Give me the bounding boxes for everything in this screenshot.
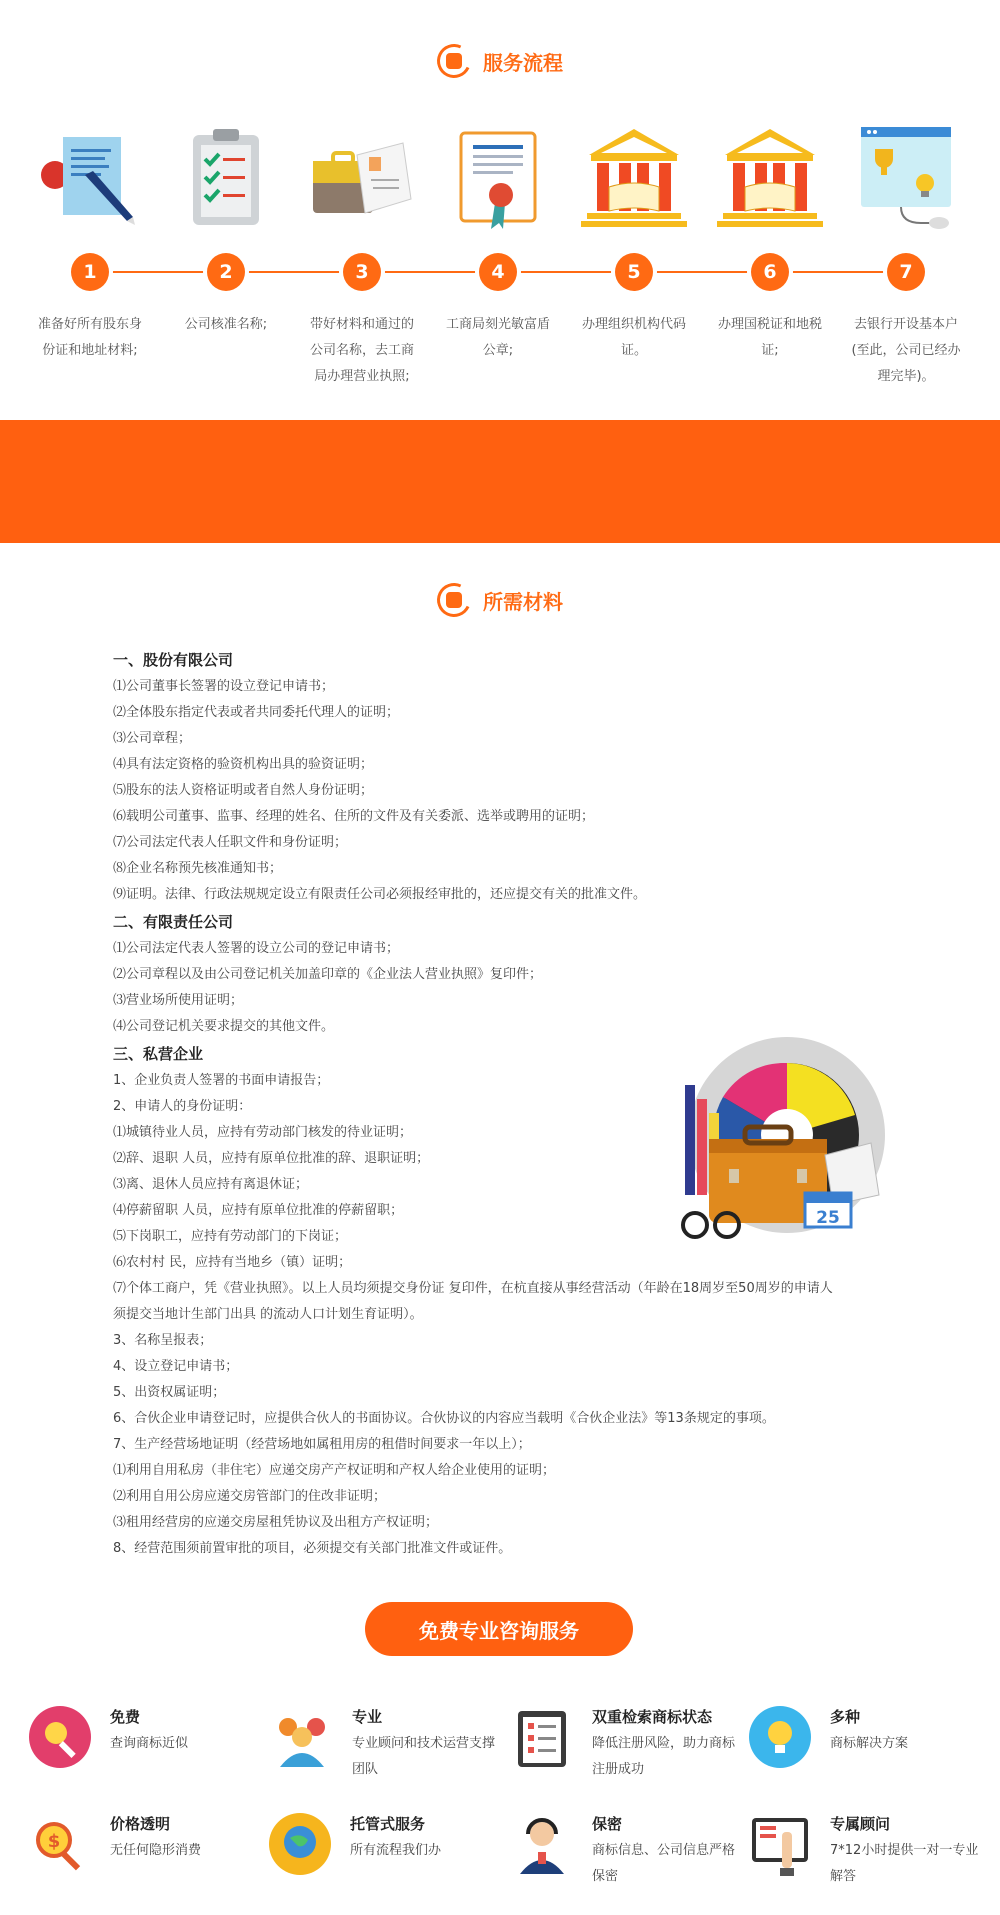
step-number: 7: [887, 253, 925, 291]
step-number: 4: [479, 253, 517, 291]
step-number: 2: [207, 253, 245, 291]
step-number: 6: [751, 253, 789, 291]
materials-item: 1、企业负责人签署的书面申请报告；: [113, 1073, 330, 1088]
step-number: 5: [615, 253, 653, 291]
step-text: 去银行开设基本户(至此，公司已经办理完毕)。: [851, 317, 961, 384]
magnifier-icon: [28, 1705, 92, 1769]
materials-item: ⑵公司章程以及由公司登记机关加盖印章的《企业法人营业执照》复印件；: [113, 967, 543, 982]
feature-desc: 商标解决方案: [830, 1736, 909, 1751]
briefcase-resume-icon: [307, 125, 417, 235]
business-illustration: [665, 1035, 905, 1245]
feature-item: [268, 1812, 498, 1892]
clipboard-checklist-icon: [171, 125, 281, 235]
feature-title: 保密: [592, 1815, 623, 1833]
feature-desc: 降低注册风险，助力商标注册成功: [592, 1736, 736, 1777]
feature-item: [510, 1812, 740, 1892]
feature-title: 多种: [830, 1708, 861, 1726]
materials-item: ⑸下岗职工，应持有劳动部门的下岗证；: [113, 1229, 348, 1244]
materials-item: ⑴公司法定代表人签署的设立公司的登记申请书；: [113, 941, 400, 956]
feature-title: 双重检索商标状态: [592, 1708, 713, 1726]
headset-agent-icon: [510, 1812, 574, 1876]
feature-desc: 7*12小时提供一对一专业解答: [830, 1843, 979, 1884]
checklist-icon: [510, 1705, 574, 1769]
materials-item: ⑷公司登记机关要求提交的其他文件。: [113, 1019, 335, 1034]
globe-icon: [268, 1812, 332, 1876]
feature-title: 专属顾问: [830, 1815, 891, 1833]
materials-item: 5、出资权属证明；: [113, 1385, 226, 1400]
institution-building-icon: [579, 125, 689, 235]
free-consult-button[interactable]: 免费专业咨询服务: [365, 1602, 633, 1656]
feature-desc: 查询商标近似: [110, 1736, 189, 1751]
materials-item: ⑵全体股东指定代表或者共同委托代理人的证明；: [113, 705, 400, 720]
feature-item: [748, 1705, 978, 1785]
materials-item: ⑴城镇待业人员，应持有劳动部门核发的待业证明；: [113, 1125, 413, 1140]
orange-banner: [0, 420, 1000, 543]
feature-title: 专业: [352, 1708, 383, 1726]
step-text: 办理国税证和地税证;: [717, 317, 822, 358]
gear-icon: [432, 39, 476, 83]
materials-item: ⑸股东的法人资格证明或者自然人身份证明；: [113, 783, 374, 798]
materials-item: ⑶营业场所使用证明；: [113, 993, 244, 1008]
step-icons-row: [0, 125, 1000, 235]
materials-item: 4、设立登记申请书；: [113, 1359, 239, 1374]
materials-heading: 二、有限责任公司: [113, 913, 234, 931]
tablet-hand-icon: [748, 1812, 812, 1876]
materials-header: [0, 583, 1000, 617]
materials-item: 8、经营范围须前置审批的项目，必须提交有关部门批准文件或证件。: [113, 1541, 512, 1556]
materials-item: ⑶离、退休人员应持有离退休证；: [113, 1177, 309, 1192]
feature-item: [28, 1812, 258, 1892]
materials-item: ⑶租用经营房的应递交房屋租凭协议及出租方产权证明；: [113, 1515, 439, 1530]
institution-building-icon-2: [715, 125, 825, 235]
certificate-seal-icon: [443, 125, 553, 235]
materials-item: ⑺个体工商户，凭《营业执照》。以上人员均须提交身份证 复印件，在杭直接从事经营活动（年龄在18周岁至50周岁的申请人须提交当地计生部门出具 的流动人口计划生育证明）。: [113, 1281, 833, 1322]
team-people-icon: [270, 1705, 334, 1769]
feature-desc: 专业顾问和技术运营支撑团队: [352, 1736, 496, 1777]
price-magnifier-icon: [28, 1812, 92, 1876]
lightbulb-icon: [748, 1705, 812, 1769]
materials-title: 所需材料: [483, 589, 563, 614]
document-pen-icon: [35, 125, 145, 235]
feature-title: 免费: [110, 1708, 141, 1726]
materials-item: ⑻企业名称预先核准通知书；: [113, 861, 283, 876]
step-text: 准备好所有股东身份证和地址材料;: [37, 317, 142, 358]
process-title: 服务流程: [483, 50, 563, 75]
feature-title: 价格透明: [110, 1815, 171, 1833]
feature-desc: 所有流程我们办: [350, 1843, 442, 1858]
feature-item: [748, 1812, 978, 1892]
materials-item: 6、合伙企业申请登记时，应提供合伙人的书面协议。合伙协议的内容应当载明《合伙企业法》等13条规定的事项。: [113, 1411, 775, 1426]
materials-item: ⑵辞、退职 人员，应持有原单位批准的辞、退职证明；: [113, 1151, 430, 1166]
process-header: [0, 44, 1000, 78]
feature-item: [270, 1705, 500, 1785]
feature-desc: 商标信息、公司信息严格保密: [592, 1843, 736, 1884]
materials-item: ⑺公司法定代表人任职文件和身份证明；: [113, 835, 348, 850]
materials-item: 3、名称呈报表；: [113, 1333, 213, 1348]
materials-item: 7、生产经营场地证明（经营场地如属租用房的租借时间要求一年以上）；: [113, 1437, 531, 1452]
step-text: 公司核准名称;: [184, 317, 268, 332]
feature-desc: 无任何隐形消费: [110, 1843, 202, 1858]
step-text: 带好材料和通过的公司名称，去工商局办理营业执照;: [309, 317, 414, 384]
materials-heading: 一、股份有限公司: [113, 651, 234, 669]
feature-item: [510, 1705, 740, 1785]
calendar-day: 25: [816, 1208, 840, 1228]
materials-heading: 三、私营企业: [113, 1045, 204, 1063]
svg-text:$: $: [47, 1831, 61, 1852]
step-text: 办理组织机构代码证。: [581, 317, 686, 358]
materials-item: ⑹农村村 民，应持有当地乡（镇）证明；: [113, 1255, 352, 1270]
materials-item: ⑹载明公司董事、监事、经理的姓名、住所的文件及有关委派、选举或聘用的证明；: [113, 809, 595, 824]
materials-item: 2、申请人的身份证明：: [113, 1099, 252, 1114]
feature-title: 托管式服务: [350, 1815, 426, 1833]
materials-item: ⑷具有法定资格的验资机构出具的验资证明；: [113, 757, 374, 772]
materials-item: ⑶公司章程；: [113, 731, 192, 746]
step-number: 1: [71, 253, 109, 291]
materials-item: ⑵利用自用公房应递交房管部门的住改非证明；: [113, 1489, 387, 1504]
materials-item: ⑼证明。法律、行政法规规定设立有限责任公司必须报经审批的，还应提交有关的批准文件。: [113, 887, 647, 902]
computer-screen-trophy-icon: [851, 125, 961, 235]
materials-item: ⑴利用自用私房（非住宅）应递交房产产权证明和产权人给企业使用的证明；: [113, 1463, 556, 1478]
briefcase-icon: [432, 578, 476, 622]
step-text: 工商局刻光敏富盾公章;: [445, 317, 550, 358]
step-number: 3: [343, 253, 381, 291]
materials-item: ⑴公司董事长签署的设立登记申请书；: [113, 679, 335, 694]
feature-item: [28, 1705, 258, 1785]
materials-item: ⑷停薪留职 人员，应持有原单位批准的停薪留职；: [113, 1203, 404, 1218]
